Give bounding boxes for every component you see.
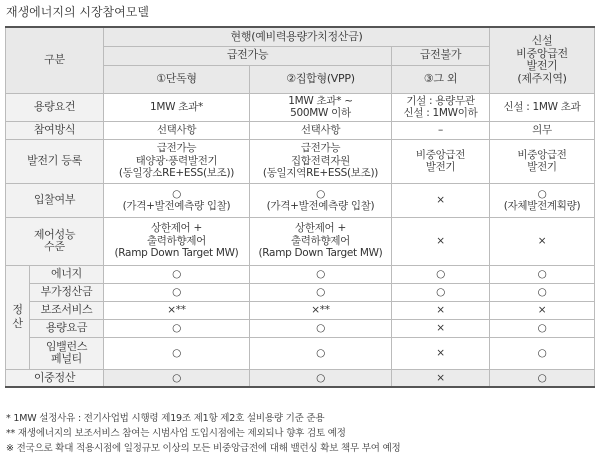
cell-control-1 <box>104 217 250 265</box>
cell-capacity-3-line1: 기설 : 용량무관 <box>406 94 475 107</box>
cell-ancillary-2: ×** <box>250 301 392 319</box>
cell-registration-2-line3: (동일지역RE+ESS(보조)) <box>262 167 379 180</box>
cell-energy-3: ○ <box>392 265 490 283</box>
cell-bidding-4-line1: ○ <box>537 187 547 200</box>
header-type3: ③그 외 <box>392 65 490 93</box>
cell-participation-1: 선택사항 <box>104 121 250 139</box>
row-label-capacity-payment: 용량요금 <box>30 319 104 337</box>
cell-additional-2: ○ <box>250 283 392 301</box>
cell-registration-2-line2: 집합전력자원 <box>290 154 351 167</box>
cell-control-3: × <box>392 217 490 265</box>
cell-registration-3 <box>392 139 490 183</box>
row-label-imbalance-line2: 페널티 <box>51 352 82 365</box>
row-label-bidding: 입찰여부 <box>6 183 104 217</box>
cell-control-1-line3: (Ramp Down Target MW) <box>114 247 239 260</box>
footnote-3: ※ 전국으로 확대 적용시점에 일정규모 이상의 모든 비중앙급전에 대해 밸런싱 확보 책무 부여 예정 <box>6 443 401 454</box>
cell-capacity-2 <box>250 93 392 121</box>
cell-double-2: ○ <box>250 369 392 387</box>
row-label-control <box>6 217 104 265</box>
cell-registration-2-line1: 급전가능 <box>300 142 341 155</box>
cell-ancillary-1: ×** <box>104 301 250 319</box>
row-label-double: 이중정산 <box>6 369 104 387</box>
cell-bidding-2-line1: ○ <box>316 187 325 200</box>
cell-bidding-4 <box>490 183 595 217</box>
header-new-line1: 신설 <box>531 34 553 48</box>
footnote-2: ** 재생에너지의 보조서비스 참여는 시범사업 도입시점에는 제외되나 향후 검토 예정 <box>6 428 346 439</box>
cell-imbalance-4: ○ <box>490 337 595 369</box>
row-label-registration: 발전기 등록 <box>6 139 104 183</box>
cell-control-4: × <box>490 217 595 265</box>
cell-registration-3-line2: 발전기 <box>425 161 456 173</box>
cell-additional-3: ○ <box>392 283 490 301</box>
cell-bidding-1-line2: (가격+발전예측량 입찰) <box>122 200 231 212</box>
row-label-capacity: 용량요건 <box>6 93 104 121</box>
header-new-line4: (제주지역) <box>517 71 567 85</box>
row-label-ancillary: 보조서비스 <box>30 301 104 319</box>
cell-capacity-1: 1MW 초과* <box>104 93 250 121</box>
header-new-line3: 발전기 <box>526 59 558 73</box>
footnote-1: * 1MW 설정사유 : 전기사업법 시행령 제19조 제1항 제2호 설비용량 기준 준용 <box>6 413 325 424</box>
cell-participation-2: 선택사항 <box>250 121 392 139</box>
cell-additional-1: ○ <box>104 283 250 301</box>
cell-ancillary-3: × <box>392 301 490 319</box>
cell-imbalance-1: ○ <box>104 337 250 369</box>
cell-registration-3-line1: 비중앙급전 <box>415 148 466 161</box>
cell-ancillary-4: × <box>490 301 595 319</box>
cell-registration-1 <box>104 139 250 183</box>
cell-bidding-1 <box>104 183 250 217</box>
cell-capacity-4: 신설 : 1MW 초과 <box>490 93 595 121</box>
cell-capacity-payment-1: ○ <box>104 319 250 337</box>
cell-capacity-payment-3: × <box>392 319 490 337</box>
cell-energy-4: ○ <box>490 265 595 283</box>
row-label-settlement-line1: 정 <box>12 303 23 316</box>
row-label-additional: 부가정산금 <box>30 283 104 301</box>
row-label-imbalance <box>30 337 104 369</box>
cell-control-2-line1: 상한제어 + <box>295 222 346 235</box>
row-label-control-line1: 제어성능 <box>33 227 76 241</box>
cell-control-1-line2: 출력하향제어 <box>146 234 207 247</box>
page-title: 재생에너지의 시장참여모델 <box>6 5 149 19</box>
cell-registration-1-line1: 급전가능 <box>156 142 197 155</box>
cell-bidding-2-line2: (가격+발전예측량 입찰) <box>266 200 375 212</box>
cell-imbalance-2: ○ <box>250 337 392 369</box>
cell-energy-1: ○ <box>104 265 250 283</box>
cell-bidding-3: × <box>392 183 490 217</box>
row-label-participation: 참여방식 <box>6 121 104 139</box>
header-current: 현행(예비력용량가치정산금) <box>104 27 490 46</box>
cell-double-1: ○ <box>104 369 250 387</box>
cell-capacity-2-line1: 1MW 초과* ~ <box>288 94 353 107</box>
cell-bidding-2 <box>250 183 392 217</box>
cell-participation-3: – <box>392 121 490 139</box>
header-non-dispatchable: 급전불가 <box>392 46 490 65</box>
cell-capacity-payment-2: ○ <box>250 319 392 337</box>
market-model-table <box>5 26 595 388</box>
cell-imbalance-3: × <box>392 337 490 369</box>
cell-participation-4: 의무 <box>490 121 595 139</box>
footnotes <box>6 411 401 456</box>
row-label-energy: 에너지 <box>30 265 104 283</box>
header-type1: ①단독형 <box>104 65 250 93</box>
cell-capacity-3-line2: 신설 : 1MW이하 <box>403 107 478 119</box>
cell-registration-4 <box>490 139 595 183</box>
header-new <box>490 27 595 93</box>
cell-capacity-payment-4: ○ <box>490 319 595 337</box>
cell-control-1-line1: 상한제어 + <box>151 222 202 235</box>
cell-double-3: × <box>392 369 490 387</box>
cell-capacity-2-line2: 500MW 이하 <box>290 107 351 119</box>
cell-double-4: ○ <box>490 369 595 387</box>
cell-registration-4-line1: 비중앙급전 <box>517 148 567 161</box>
row-label-imbalance-line1: 임밸런스 <box>45 339 88 353</box>
row-label-settlement-line2: 산 <box>12 317 23 330</box>
cell-bidding-4-line2: (자체발전계획량) <box>503 200 581 212</box>
cell-additional-4: ○ <box>490 283 595 301</box>
row-label-settlement <box>6 265 30 369</box>
cell-bidding-1-line1: ○ <box>172 187 181 200</box>
cell-registration-1-line3: (동일장소RE+ESS(보조)) <box>118 167 235 180</box>
header-new-line2: 비중앙급전 <box>516 46 568 60</box>
header-category: 구분 <box>6 27 104 93</box>
cell-control-2 <box>250 217 392 265</box>
header-dispatchable: 급전가능 <box>104 46 392 65</box>
cell-energy-2: ○ <box>250 265 392 283</box>
cell-registration-4-line2: 발전기 <box>527 161 557 173</box>
cell-registration-1-line2: 태양광·풍력발전기 <box>135 154 218 167</box>
header-type2: ②집합형(VPP) <box>250 65 392 93</box>
cell-control-2-line3: (Ramp Down Target MW) <box>258 247 383 260</box>
cell-capacity-3 <box>392 93 490 121</box>
row-label-control-line2: 수준 <box>44 240 65 253</box>
cell-registration-2 <box>250 139 392 183</box>
cell-control-2-line2: 출력하향제어 <box>290 234 351 247</box>
